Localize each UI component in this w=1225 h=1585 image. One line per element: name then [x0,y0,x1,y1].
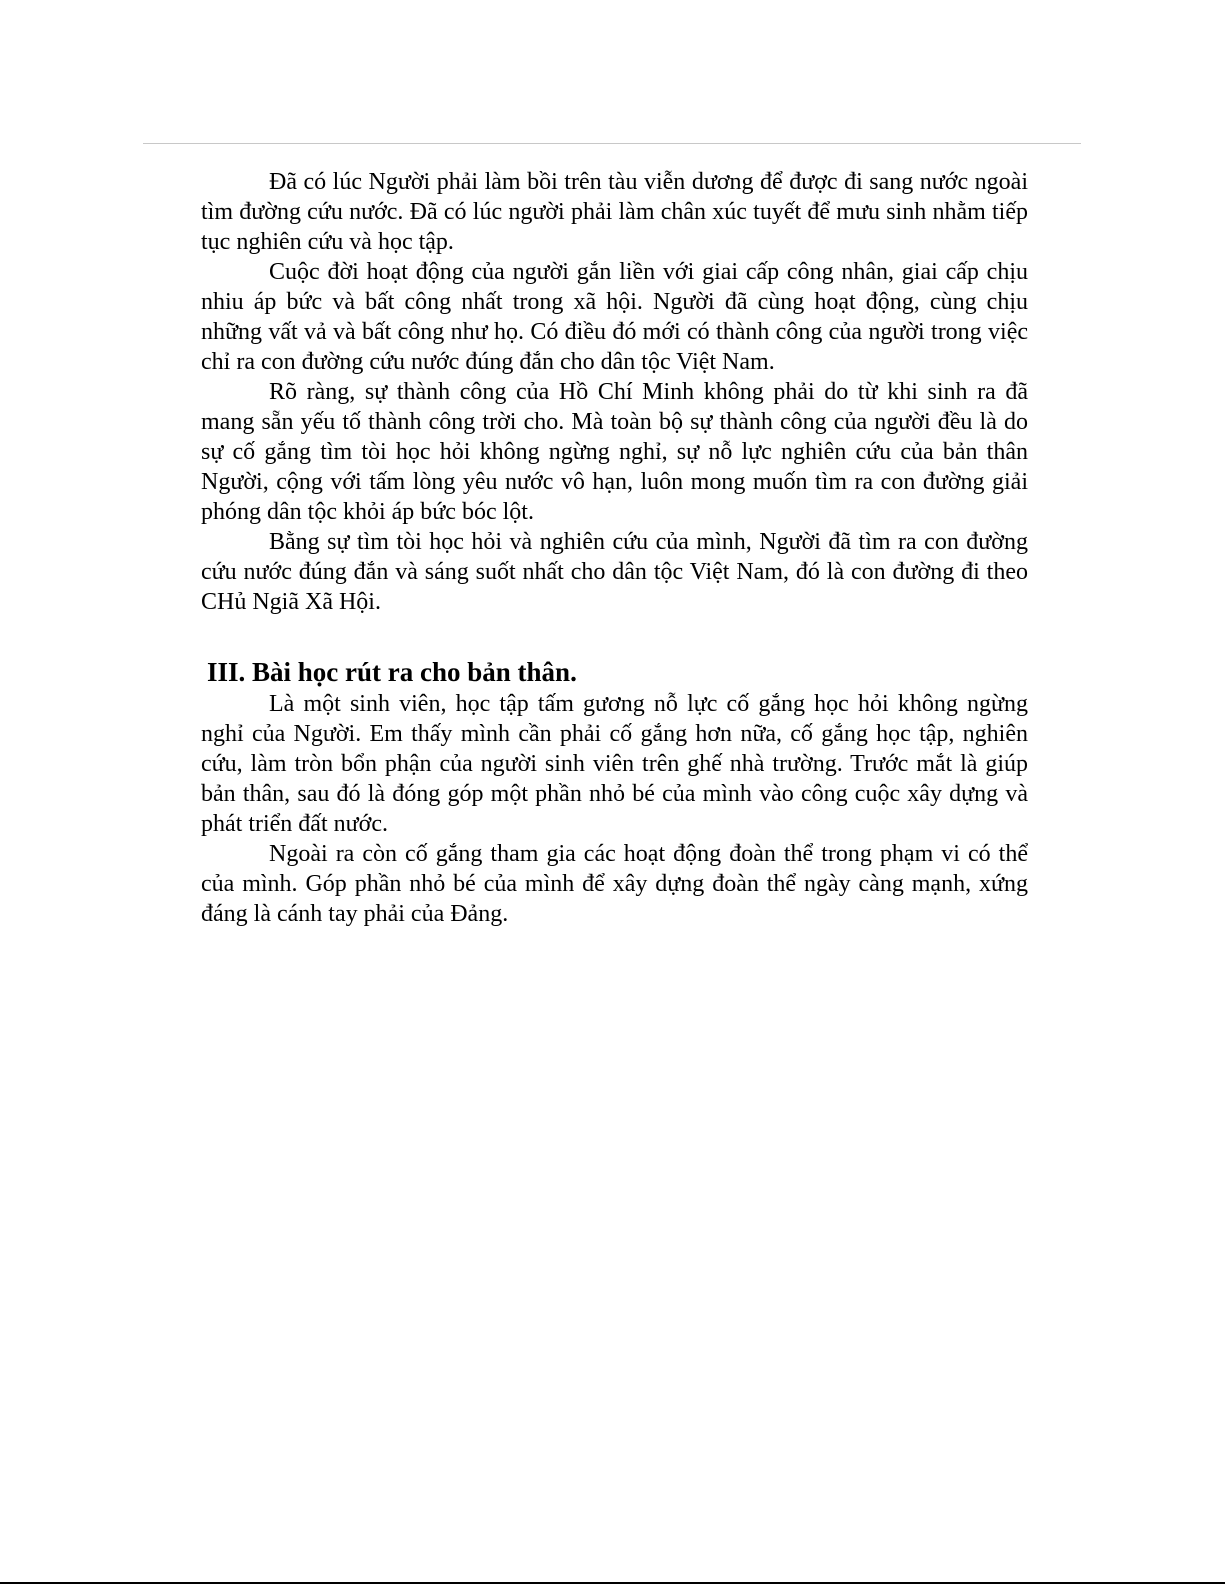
paragraph: Bằng sự tìm tòi học hỏi và nghiên cứu của mình, Người đã tìm ra con đường cứu nước đúng đắn và sáng suốt nhất cho dân tộc Việt Nam, đó là con đường đi theo CHủ Ngiã Xã Hội. [201,529,1028,615]
footer-divider [0,1582,1225,1584]
paragraph: Là một sinh viên, học tập tấm gương nỗ lực cố gắng học hỏi không ngừng nghỉ của Người. Em thấy mình cần phải cố gắng hơn nữa, cố gắng học tập, nghiên cứu, làm tròn bổn phận của người sinh viên trên ghế nhà trường. Trước mắt là giúp bản thân, sau đó là đóng góp một phần nhỏ bé của mình vào công cuộc xây dựng và phát triển đất nước. [201,691,1028,837]
document-body [201,167,1028,929]
paragraph: Rõ ràng, sự thành công của Hồ Chí Minh không phải do từ khi sinh ra đã mang sẵn yếu tố thành công trời cho. Mà toàn bộ sự thành công của người đều là do sự cố gắng tìm tòi học hỏi không ngừng nghỉ, sự nỗ lực nghiên cứu của bản thân Người, cộng với tấm lòng yêu nước vô hạn, luôn mong muốn tìm ra con đường giải phóng dân tộc khỏi áp bức bóc lột. [201,379,1028,525]
paragraph: Ngoài ra còn cố gắng tham gia các hoạt động đoàn thể trong phạm vi có thể của mình. Góp phần nhỏ bé của mình để xây dựng đoàn thể ngày càng mạnh, xứng đáng là cánh tay phải của Đảng. [201,841,1028,927]
header-divider [143,143,1081,144]
paragraph: Đã có lúc Người phải làm bồi trên tàu viễn dương để được đi sang nước ngoài tìm đường cứu nước. Đã có lúc người phải làm chân xúc tuyết để mưu sinh nhằm tiếp tục nghiên cứu và học tập. [201,169,1028,255]
paragraph: Cuộc đời hoạt động của người gắn liền với giai cấp công nhân, giai cấp chịu nhiu áp bức và bất công nhất trong xã hội. Người đã cùng hoạt động, cùng chịu những vất vả và bất công như họ. Có điều đó mới có thành công của người trong việc chỉ ra con đường cứu nước đúng đắn cho dân tộc Việt Nam. [201,259,1028,375]
section-heading: III. Bài học rút ra cho bản thân. [207,657,577,687]
